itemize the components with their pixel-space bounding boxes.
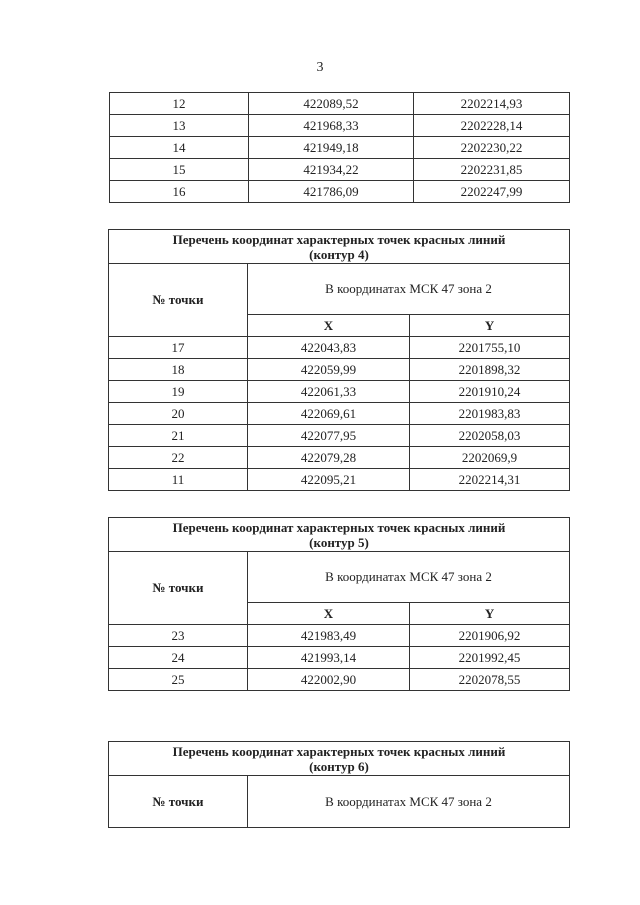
point-number-cell: 17 [109,337,248,359]
x-coordinate-cell: 422043,83 [248,337,410,359]
contour-6-table [108,741,570,828]
table-header-row [109,264,570,315]
coordinates-table-continued [109,92,570,203]
table-title-row [109,742,570,776]
table-title-line2: (контур 6) [309,758,369,774]
coordinate-system-header: В координатах МСК 47 зона 2 [248,264,570,315]
table-header-row [109,552,570,603]
table-row [110,181,570,203]
point-number-header: № точки [109,552,248,625]
x-coordinate-cell: 421949,18 [249,137,414,159]
x-coordinate-cell: 421983,49 [248,625,410,647]
table-row [109,669,570,691]
table-row [109,625,570,647]
table-title-row [109,230,570,264]
x-coordinate-cell: 422059,99 [248,359,410,381]
table-title-line2: (контур 4) [309,246,369,262]
point-number-cell: 22 [109,447,248,469]
table-row [109,447,570,469]
table-row [110,93,570,115]
y-coordinate-cell: 2201755,10 [410,337,570,359]
y-coordinate-cell: 2202228,14 [414,115,570,137]
point-number-cell: 23 [109,625,248,647]
point-number-cell: 21 [109,425,248,447]
coordinate-system-header: В координатах МСК 47 зона 2 [248,776,570,828]
x-coordinate-cell: 422061,33 [248,381,410,403]
contour-5-table [108,517,570,691]
table-row [109,647,570,669]
page-number: 3 [316,60,324,75]
table-title-row [109,518,570,552]
y-coordinate-cell: 2201992,45 [410,647,570,669]
point-number-cell: 20 [109,403,248,425]
point-number-cell: 13 [110,115,249,137]
x-coordinate-cell: 422079,28 [248,447,410,469]
contour-4-table [108,229,570,491]
table-title-line2: (контур 5) [309,534,369,550]
y-coordinate-cell: 2202230,22 [414,137,570,159]
table-row [109,381,570,403]
x-coordinate-cell: 422095,21 [248,469,410,491]
point-number-header: № точки [109,776,248,828]
point-number-cell: 19 [109,381,248,403]
point-number-cell: 18 [109,359,248,381]
y-coordinate-cell: 2202214,93 [414,93,570,115]
table-title [109,742,570,776]
y-coordinate-cell: 2201910,24 [410,381,570,403]
x-coordinate-cell: 422069,61 [248,403,410,425]
x-coordinate-cell: 421786,09 [249,181,414,203]
x-coordinate-cell: 422002,90 [248,669,410,691]
point-number-cell: 14 [110,137,249,159]
table-row [110,115,570,137]
table-row [110,137,570,159]
table-row [110,159,570,181]
table-row [109,425,570,447]
table-title [109,230,570,264]
y-coordinate-cell: 2202058,03 [410,425,570,447]
x-coordinate-cell: 421993,14 [248,647,410,669]
x-coordinate-cell: 422089,52 [249,93,414,115]
table-row [109,337,570,359]
x-coordinate-cell: 421968,33 [249,115,414,137]
point-number-cell: 12 [110,93,249,115]
x-axis-header: X [248,315,410,337]
y-axis-header: Y [410,315,570,337]
table-row [109,469,570,491]
x-coordinate-cell: 422077,95 [248,425,410,447]
point-number-header: № точки [109,264,248,337]
y-coordinate-cell: 2201898,32 [410,359,570,381]
point-number-cell: 25 [109,669,248,691]
table-header-row [109,776,570,828]
y-axis-header: Y [410,603,570,625]
x-coordinate-cell: 421934,22 [249,159,414,181]
point-number-cell: 24 [109,647,248,669]
y-coordinate-cell: 2202231,85 [414,159,570,181]
x-axis-header: X [248,603,410,625]
point-number-cell: 16 [110,181,249,203]
table-title-line1: Перечень координат характерных точек красных линий [172,231,506,247]
y-coordinate-cell: 2202214,31 [410,469,570,491]
y-coordinate-cell: 2201983,83 [410,403,570,425]
table-title [109,518,570,552]
table-body [110,93,570,203]
table-title-line1: Перечень координат характерных точек красных линий [172,519,506,535]
table-title-line1: Перечень координат характерных точек красных линий [172,743,506,759]
table-row [109,359,570,381]
table-row [109,403,570,425]
y-coordinate-cell: 2201906,92 [410,625,570,647]
y-coordinate-cell: 2202069,9 [410,447,570,469]
coordinate-system-header: В координатах МСК 47 зона 2 [248,552,570,603]
y-coordinate-cell: 2202247,99 [414,181,570,203]
point-number-cell: 11 [109,469,248,491]
y-coordinate-cell: 2202078,55 [410,669,570,691]
point-number-cell: 15 [110,159,249,181]
